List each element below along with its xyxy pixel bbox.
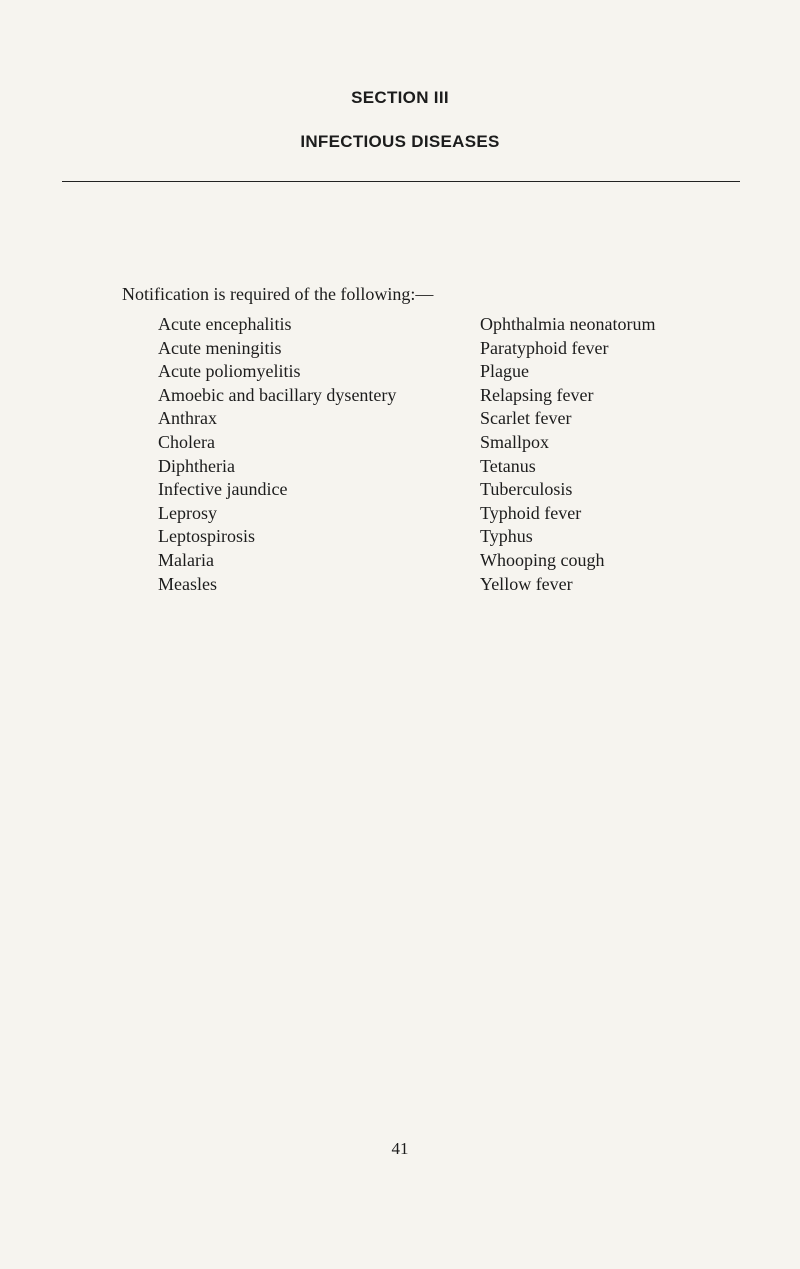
section-heading: SECTION III — [351, 88, 449, 107]
page-title: INFECTIOUS DISEASES — [300, 132, 500, 151]
list-item: Tuberculosis — [480, 479, 573, 500]
list-item: Whooping cough — [480, 549, 605, 570]
list-item: Cholera — [158, 431, 215, 452]
list-item: Typhus — [480, 526, 533, 547]
list-item: Ophthalmia neonatorum — [480, 314, 656, 334]
page-number: 41 — [391, 1139, 409, 1158]
list-item: Scarlet fever — [480, 408, 572, 429]
list-item: Relapsing fever — [480, 384, 594, 405]
list-item: Smallpox — [480, 431, 550, 452]
list-item: Typhoid fever — [480, 502, 582, 523]
list-item: Acute encephalitis — [158, 314, 292, 334]
list-item: Diphtheria — [158, 455, 235, 476]
list-item: Acute meningitis — [158, 337, 282, 358]
list-item: Paratyphoid fever — [480, 337, 609, 358]
disease-list-right — [480, 313, 655, 596]
title-divider — [62, 181, 740, 182]
list-item: Tetanus — [480, 455, 536, 476]
list-item: Anthrax — [158, 408, 217, 429]
list-item: Acute poliomyelitis — [158, 361, 301, 382]
list-item: Measles — [158, 573, 217, 594]
list-item: Yellow fever — [480, 573, 573, 594]
list-item: Plague — [480, 361, 529, 382]
list-item: Infective jaundice — [158, 479, 288, 500]
list-item: Leprosy — [158, 502, 217, 523]
list-item: Malaria — [158, 549, 214, 570]
list-item: Amoebic and bacillary dysentery — [158, 384, 397, 405]
intro-text: Notification is required of the following:— — [122, 284, 434, 304]
list-item: Leptospirosis — [158, 526, 255, 547]
disease-list-left — [158, 313, 396, 596]
